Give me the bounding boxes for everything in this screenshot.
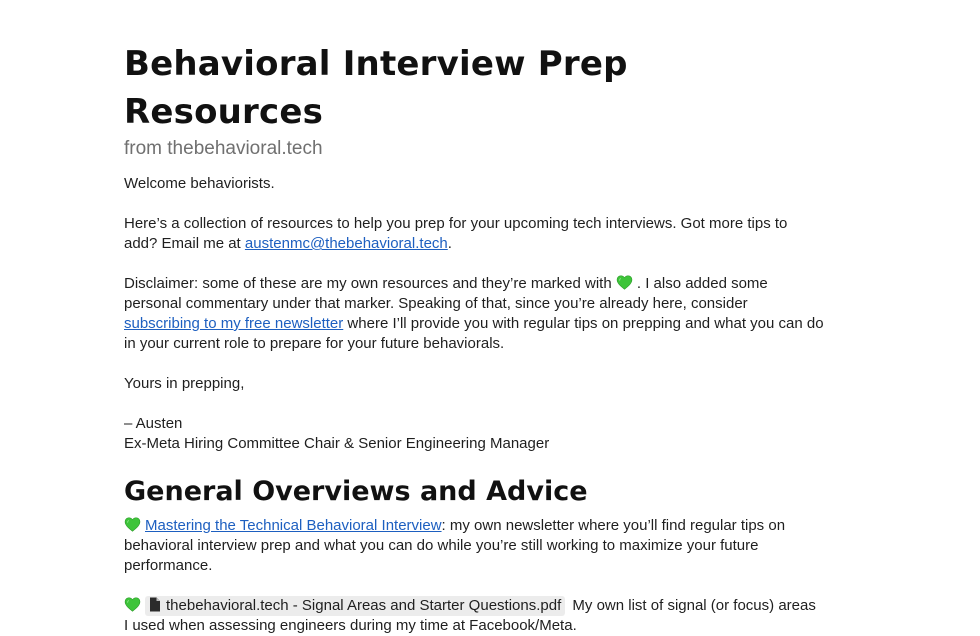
email-link[interactable]: austenmc@thebehavioral.tech — [244, 235, 448, 252]
list-item: Mastering the Technical Behavioral Interview: my own newsletter where you’ll find regular tips on behavioral interview prep and what you can do while you’re still working to maximize your future performance. — [124, 517, 786, 574]
welcome-text: Welcome behaviorists. — [124, 175, 275, 192]
section-heading: General Overviews and Advice — [124, 476, 588, 507]
collection-paragraph: Here’s a collection of resources to help you prep for your upcoming tech interviews. Got more tips to add? Email me at austenmc@thebehavioral.tech. — [124, 215, 788, 252]
list-item: thebehavioral.tech - Signal Areas and Starter Questions.pdf My own list of signal (or focus) areas I used when assessing engineers during my time at Facebook/Meta. — [124, 597, 816, 634]
file-name: thebehavioral.tech - Signal Areas and Starter Questions.pdf — [166, 597, 562, 614]
green-heart-icon — [124, 516, 141, 533]
newsletter-link[interactable]: subscribing to my free newsletter — [124, 315, 344, 332]
document-content — [124, 40, 824, 636]
file-attachment[interactable] — [145, 596, 565, 616]
mastering-newsletter-link[interactable]: Mastering the Technical Behavioral Interview — [145, 517, 442, 534]
page-title: Behavioral Interview Prep Resources — [124, 44, 628, 132]
signature-title: Ex-Meta Hiring Committee Chair & Senior Engineering Manager — [124, 435, 550, 452]
document-icon — [149, 597, 161, 612]
page-subtitle: from thebehavioral.tech — [124, 138, 323, 159]
disclaimer-paragraph: Disclaimer: some of these are my own resources and they’re marked with . I also added some personal commentary under that marker. Speaking of that, since you’re already here, consider subscribing to my free newsletter where I’ll provide you with regular tips on prepping and what you can do in your current role to prepare for your future behaviorals. — [124, 275, 824, 352]
closing-text: Yours in prepping, — [124, 375, 245, 392]
green-heart-icon — [124, 596, 141, 613]
green-heart-icon — [616, 274, 633, 291]
signature-name: – Austen — [124, 415, 183, 432]
